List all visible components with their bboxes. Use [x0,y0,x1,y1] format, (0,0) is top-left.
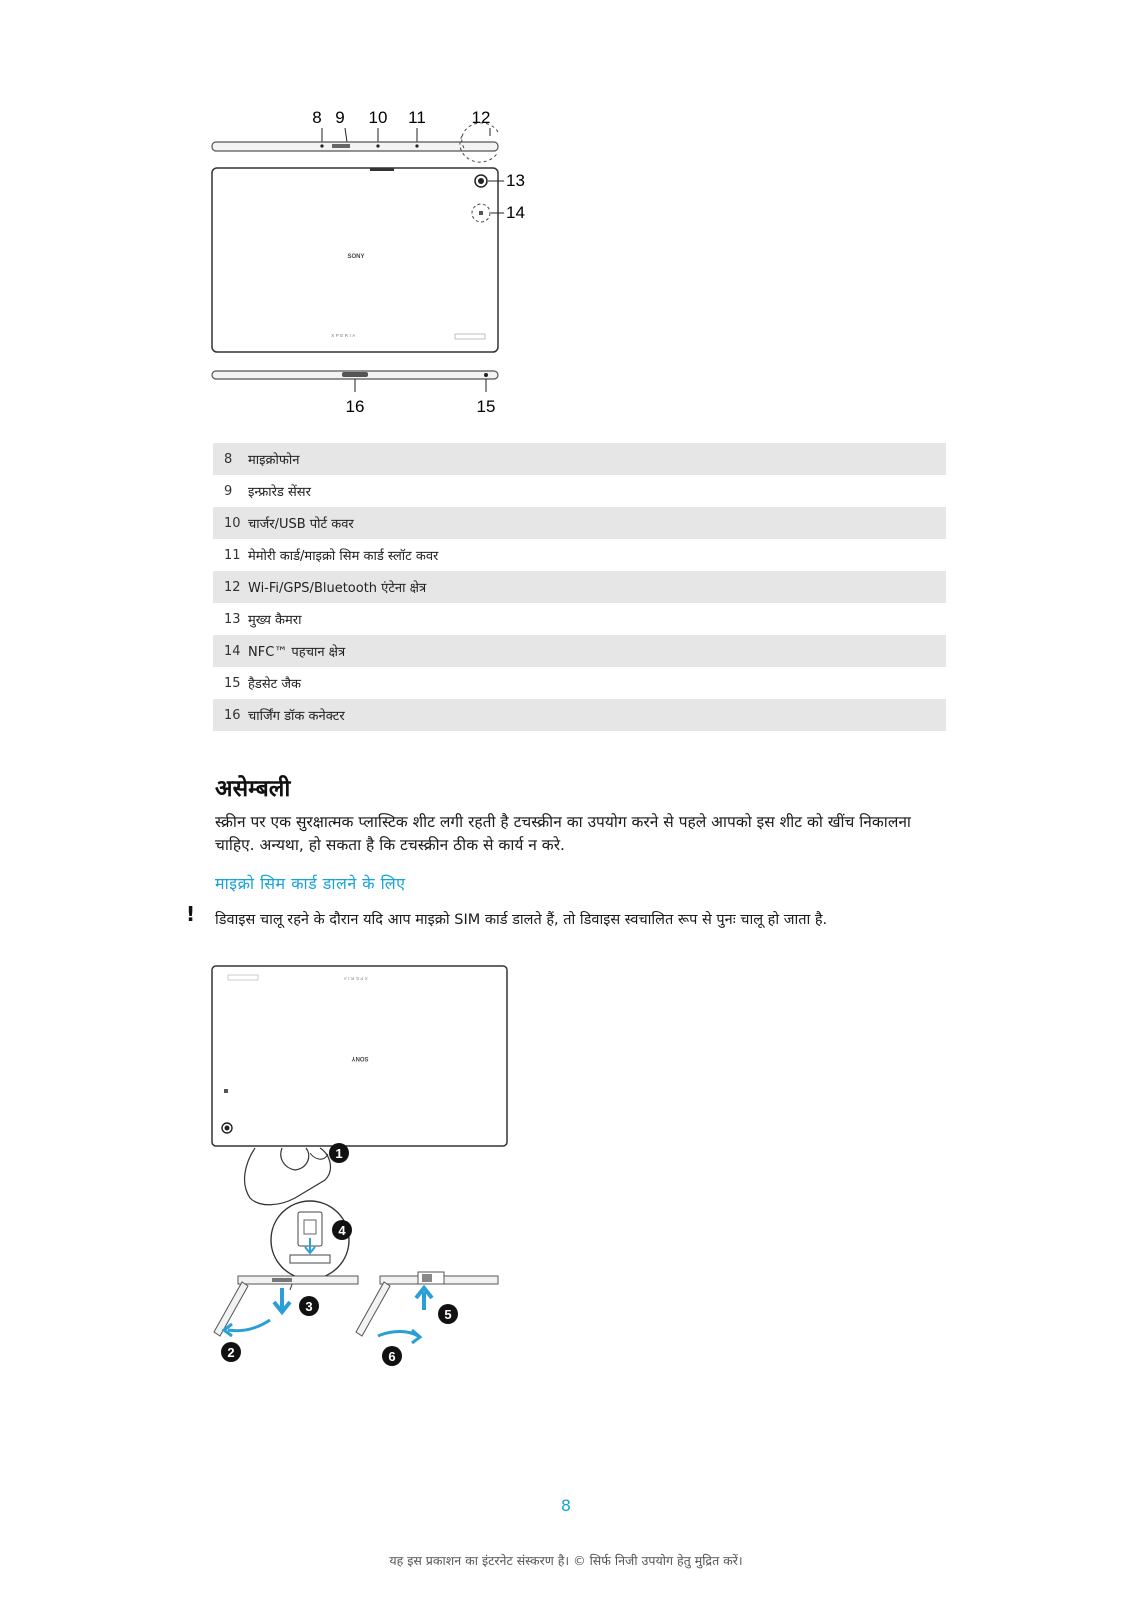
series-mark: XPERIA [331,333,357,338]
step-4: 4 [338,1223,346,1238]
step-5: 5 [444,1307,452,1322]
callout-14: 14 [506,203,525,222]
part-label: चार्जर/USB पोर्ट कवर [248,517,354,532]
device-back-diagram [200,100,540,430]
callout-16: 16 [345,397,365,416]
part-label: माइक्रोफोन [248,453,300,468]
part-number: 11 [224,547,241,563]
parts-row [213,571,946,603]
callout-13: 13 [506,171,525,190]
brand-mark: SONY [347,254,365,260]
part-number: 15 [224,675,241,691]
part-number: 8 [224,451,233,467]
part-label: हैडसेट जैक [248,677,301,692]
parts-row [213,475,946,507]
part-label: मेमोरी कार्ड/माइक्रो सिम कार्ड स्लॉट कवर [248,549,439,564]
part-label: NFC™ पहचान क्षेत्र [248,645,346,660]
page-number: 8 [560,1496,572,1515]
part-number: 9 [224,483,233,499]
parts-row [213,603,946,635]
brand-mark-flipped: SONY [351,1055,369,1061]
arrow-open [228,1320,270,1331]
arrow-close [378,1332,418,1337]
sim-insert-diagram [200,958,530,1408]
step-1: 1 [335,1146,343,1161]
parts-row [213,539,946,571]
parts-row [213,667,946,699]
step-2: 2 [227,1345,235,1360]
part-number: 16 [224,707,241,723]
device-back-panel [212,168,498,352]
step-6: 6 [388,1349,396,1364]
series-mark-flipped: XPERIA [342,976,368,981]
edge-left [238,1276,358,1284]
callout-15: 15 [476,397,496,416]
callout-9: 9 [335,108,345,127]
sub-heading: माइक्रो सिम कार्ड डालने के लिए [215,874,406,893]
warning-text: डिवाइस चालू रहने के दौरान यदि आप माइक्रो SIM कार्ड डालते हैं, तो डिवाइस स्वचालित रूप से पुनः चालू हो जाता है. [215,912,828,928]
callout-10: 10 [368,108,388,127]
warning-icon: ! [186,902,196,926]
step-3: 3 [305,1299,313,1314]
callout-8: 8 [312,108,322,127]
parts-row [213,443,946,475]
section-title: असेम्बली [215,776,291,802]
part-number: 12 [224,579,241,595]
parts-row [213,699,946,731]
parts-row [213,635,946,667]
part-label: चार्जिंग डॉक कनेक्टर [248,709,345,724]
parts-table [213,443,946,731]
callout-11: 11 [408,108,426,127]
part-label: Wi-Fi/GPS/Bluetooth एंटेना क्षेत्र [248,581,427,596]
callout-12: 12 [471,108,491,127]
part-number: 13 [224,611,241,627]
arrow-down [274,1288,290,1312]
part-number: 14 [224,643,241,659]
parts-row [213,507,946,539]
arrow-up [416,1288,432,1310]
device-top-edge [212,142,498,151]
part-label: इन्फ्रारेड सेंसर [248,485,311,500]
part-number: 10 [224,515,241,531]
section-body: स्क्रीन पर एक सुरक्षात्मक प्लास्टिक शीट लगी रहती है टचस्क्रीन का उपयोग करने से पहले आपको इस शीट को खींच निकालना चाहिए. अन्यथा, हो सकता है कि टचस्क्रीन ठीक से कार्य न करे. [215,813,911,854]
footer-notice: यह इस प्रकाशन का इंटरनेट संस्करण है। © सिर्फ निजी उपयोग हेतु मुद्रित करें। [389,1553,743,1568]
part-label: मुख्य कैमरा [248,613,302,628]
